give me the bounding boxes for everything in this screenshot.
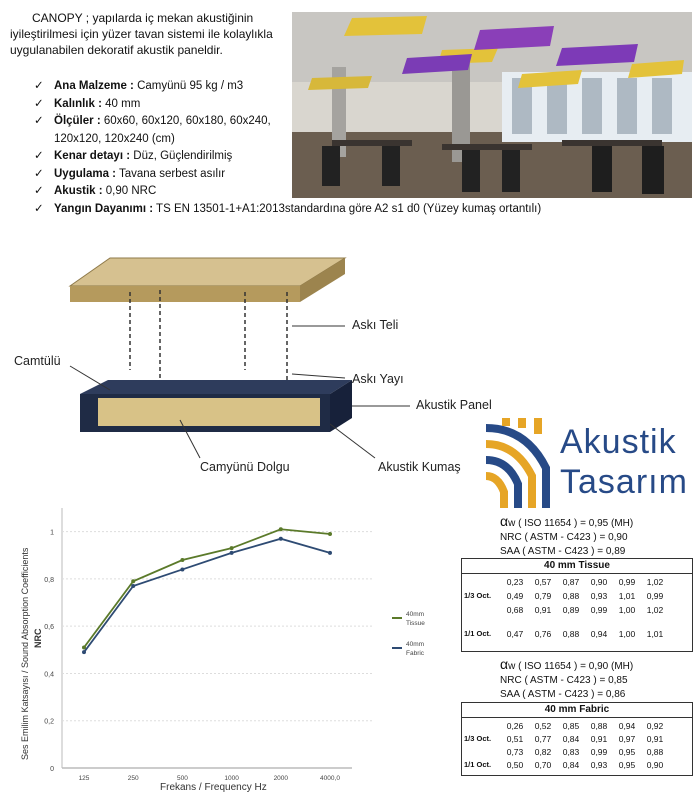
check-icon: ✓ <box>34 115 44 127</box>
label-camtulu: Camtülü <box>14 354 61 368</box>
logo-mark-icon <box>486 418 556 508</box>
akustik-tasarim-logo <box>486 418 696 510</box>
check-icon: ✓ <box>34 167 44 180</box>
y-tick-label: 0,4 <box>44 671 54 679</box>
label-aski-yayi: Askı Yayı <box>352 372 404 386</box>
intro-text <box>10 10 282 58</box>
data-point <box>230 551 234 555</box>
tissue-table-title: 40 mm Tissue <box>462 559 692 574</box>
check-icon: ✓ <box>34 185 44 197</box>
check-icon: ✓ <box>34 202 44 215</box>
data-point <box>230 546 234 550</box>
x-tick-label: 2000 <box>273 775 289 782</box>
data-point <box>82 650 86 654</box>
chart-y-label-2: NRC <box>33 628 43 648</box>
tissue-nrc: NRC ( ASTM - C423 ) = 0,90 <box>500 532 628 543</box>
check-icon: ✓ <box>34 80 44 92</box>
y-tick-label: 0,6 <box>44 624 54 632</box>
x-tick-label: 250 <box>127 775 139 782</box>
legend-label: Fabric <box>406 650 425 657</box>
x-tick-label: 500 <box>176 775 188 782</box>
y-tick-label: 0,8 <box>44 576 54 584</box>
legend-label: 40mm <box>406 641 425 648</box>
check-icon: ✓ <box>34 97 44 110</box>
data-point <box>279 537 283 541</box>
data-point <box>328 551 332 555</box>
y-tick-label: 0,2 <box>44 718 54 726</box>
series-line-tissue <box>84 529 330 647</box>
tissue-saa: SAA ( ASTM - C423 ) = 0,89 <box>500 546 626 557</box>
absorption-chart <box>0 498 470 800</box>
spec-item: ✓ Akustik : 0,90 NRC <box>34 183 594 201</box>
fabric-saa: SAA ( ASTM - C423 ) = 0,86 <box>500 689 626 700</box>
data-point <box>180 567 184 571</box>
spec-item: ✓ Ölçüler : 60x60, 60x120, 60x180, 60x240, <box>34 113 594 131</box>
label-camyunu-dolgu: Camyünü Dolgu <box>200 460 290 474</box>
chart-x-label: Frekans / Frequency Hz <box>160 782 267 793</box>
logo-line-2: Tasarım <box>560 463 688 501</box>
tissue-aw: αw ( ISO 11654 ) = 0,95 (MH) <box>500 513 634 529</box>
spec-item: ✓ Uygulama : Tavana serbest asılır <box>34 166 594 184</box>
y-tick-label: 1 <box>50 529 54 537</box>
fabric-nrc: NRC ( ASTM - C423 ) = 0,85 <box>500 675 628 686</box>
intro-line-2: iyileştirilmesi için yüzer tavan sistemi ile kolaylıkla <box>10 27 273 41</box>
spec-item-continued: 120x120, 120x240 (cm) <box>54 132 175 145</box>
x-tick-label: 4000,0 <box>320 775 340 782</box>
tissue-table: 40 mm Tissue 0,23 0,57 0,87 0,90 0,99 1,02 1/3 Oct. 0,49 0,79 0,88 0,93 1,01 0,99 0,68 0,91 0,89 0,99 1,00 1,02 1/1 Oct. 0,47 0,76 0,88 0,94 1,00 1,01 <box>461 558 693 652</box>
y-tick-label: 0 <box>50 766 54 773</box>
chart-y-label: Ses Emilim Katsayısı / Sound Absorption Coefficients <box>20 547 30 760</box>
fabric-table: 40 mm Fabric 0,26 0,52 0,85 0,88 0,94 0,92 1/3 Oct. 0,51 0,77 0,84 0,91 0,97 0,91 0,73 0,82 0,83 0,99 0,95 0,88 1/1 Oct. 0,50 0,70 0,84 0,93 0,95 0,90 <box>461 702 693 776</box>
fabric-aw: αw ( ISO 11654 ) = 0,90 (MH) <box>500 656 634 672</box>
legend-label: Tissue <box>406 620 425 627</box>
spec-item: ✓ Kalınlık : 40 mm <box>34 96 594 114</box>
data-point <box>131 584 135 588</box>
x-tick-label: 125 <box>78 775 90 782</box>
data-point <box>279 527 283 531</box>
intro-line-3: uygulanabilen dekoratif akustik paneldir. <box>10 43 223 57</box>
data-point <box>328 532 332 536</box>
data-point <box>180 558 184 562</box>
series-line-fabric <box>84 539 330 652</box>
logo-line-1: Akustik <box>560 423 677 461</box>
data-point <box>131 579 135 583</box>
label-akustik-kumas: Akustik Kumaş <box>378 460 461 474</box>
label-akustik-panel: Akustik Panel <box>416 398 492 412</box>
check-icon: ✓ <box>34 150 44 162</box>
fabric-table-title: 40 mm Fabric <box>462 703 692 718</box>
spec-item: ✓ Kenar detayı : Düz, Güçlendirilmiş <box>34 148 594 166</box>
x-tick-label: 1000 <box>224 775 239 782</box>
spec-item: ✓ Ana Malzeme : Camyünü 95 kg / m3 <box>34 78 594 96</box>
label-aski-teli: Askı Teli <box>352 318 399 332</box>
intro-line-1: CANOPY ; yapılarda iç mekan akustiğinin <box>32 11 254 25</box>
interior-photo <box>292 12 692 198</box>
legend-label: 40mm <box>406 611 425 618</box>
spec-item: ✓ Yangın Dayanımı : TS EN 13501-1+A1:2013standardına göre A2 s1 d0 (Yüzey kumaş ortantılı) <box>34 201 594 219</box>
